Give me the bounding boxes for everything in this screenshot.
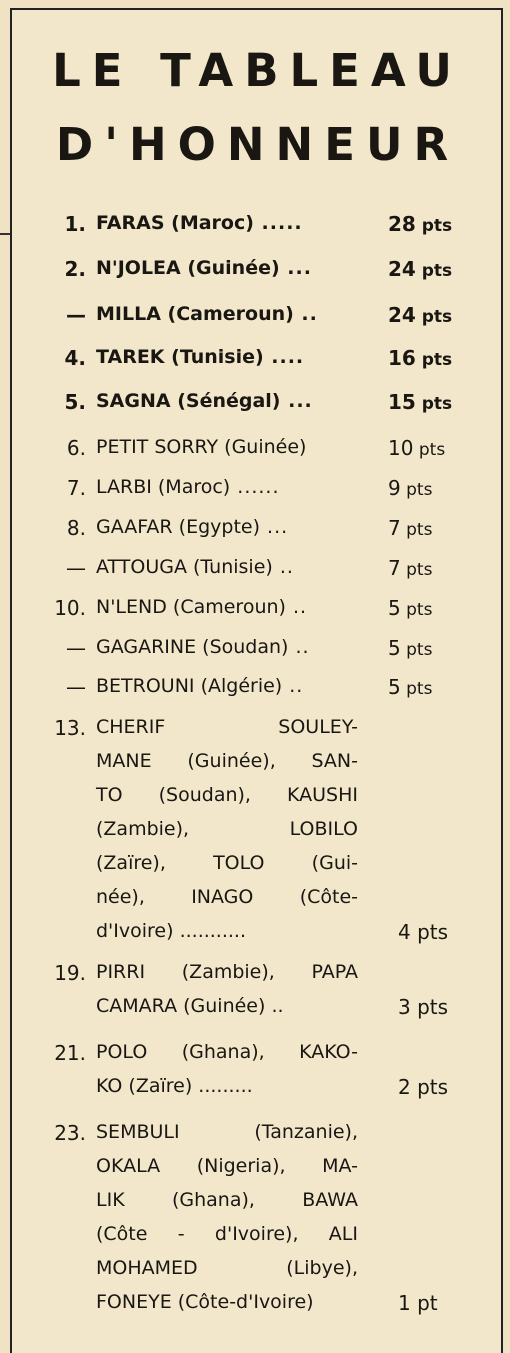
points-value: 5 — [388, 675, 401, 699]
leader-dots: .. — [293, 303, 318, 325]
group-line: TO (Soudan), KAUSHI — [96, 784, 358, 806]
entry-rank: 8. — [66, 516, 86, 540]
group-names — [96, 1115, 358, 1319]
group-line: CHERIF SOULEY- — [96, 716, 358, 738]
entry-rank: 1. — [64, 212, 86, 236]
points-unit: pts — [400, 520, 433, 540]
entry-name: BETROUNI (Algérie) — [96, 675, 283, 697]
points-value: 24 — [388, 257, 416, 281]
entry-rank: 6. — [66, 436, 86, 460]
leader-dots: .. — [282, 675, 304, 697]
entry-player — [96, 558, 294, 577]
points-unit: pts — [400, 640, 433, 660]
entry-name: GAAFAR (Egypte) — [96, 516, 261, 538]
entry-name: PETIT SORRY (Guinée) — [96, 436, 307, 458]
entry-points — [388, 518, 432, 539]
entry-rank: 5. — [64, 390, 86, 414]
points-value: 24 — [388, 303, 416, 327]
group-line: d'Ivoire) ........... — [96, 920, 247, 942]
group-line: OKALA (Nigeria), MA- — [96, 1155, 358, 1177]
entry-player — [96, 392, 313, 411]
leader-dots: ... — [279, 257, 312, 279]
group-line: KO (Zaïre) ......... — [96, 1075, 253, 1097]
group-points: 4 pts — [398, 920, 449, 944]
points-unit: pts — [415, 261, 453, 281]
group-points: 1 pt — [398, 1291, 438, 1315]
entry-name: SAGNA (Sénégal) — [96, 390, 281, 412]
group-line: CAMARA (Guinée) .. — [96, 995, 284, 1017]
leader-dots: ... — [260, 516, 289, 538]
entry-player — [96, 638, 310, 657]
points-value: 10 — [388, 436, 414, 460]
entry-player — [96, 214, 303, 233]
entry-name: TAREK (Tunisie) — [96, 346, 264, 368]
points-unit: pts — [413, 440, 446, 460]
entry-points — [388, 478, 432, 499]
group-rank: 21. — [54, 1041, 86, 1065]
points-unit: pts — [400, 560, 433, 580]
group-line: SEMBULI (Tanzanie), — [96, 1121, 358, 1143]
entry-points — [388, 598, 432, 619]
points-value: 9 — [388, 476, 401, 500]
leader-dots: ... — [280, 390, 313, 412]
group-points: 2 pts — [398, 1075, 449, 1099]
group-rank: 13. — [54, 716, 86, 740]
points-value: 7 — [388, 516, 401, 540]
entry-player — [96, 259, 312, 278]
entry-rank: — — [66, 675, 86, 699]
entry-points — [388, 259, 452, 280]
group-line: LIK (Ghana), BAWA — [96, 1189, 358, 1211]
entry-player — [96, 677, 303, 696]
entry-player — [96, 518, 288, 537]
points-unit: pts — [400, 600, 433, 620]
entry-rank: 2. — [64, 257, 86, 281]
entry-player — [96, 348, 304, 367]
leader-dots: .. — [285, 596, 308, 618]
entry-player — [96, 305, 318, 324]
points-value: 16 — [388, 346, 416, 370]
entry-points — [388, 392, 452, 413]
entry-rank: 4. — [64, 346, 86, 370]
entry-rank: — — [66, 303, 86, 327]
group-line: MANE (Guinée), SAN- — [96, 750, 358, 772]
leader-dots: .... — [263, 346, 305, 368]
group-points: 3 pts — [398, 995, 449, 1019]
entry-player — [96, 598, 307, 617]
entry-points — [388, 305, 452, 326]
leader-dots: ...... — [230, 476, 280, 498]
group-line: (Zaïre), TOLO (Gui- — [96, 852, 358, 874]
group-line: (Côte - d'Ivoire), ALI — [96, 1223, 358, 1245]
points-value: 5 — [388, 636, 401, 660]
leader-dots: .. — [272, 556, 294, 578]
group-line: PIRRI (Zambie), PAPA — [96, 961, 358, 983]
entry-player — [96, 478, 280, 497]
group-names — [96, 955, 358, 1023]
group-rank: 23. — [54, 1121, 86, 1145]
entry-points — [388, 348, 452, 369]
points-value: 7 — [388, 556, 401, 580]
points-value: 28 — [388, 212, 416, 236]
entry-points — [388, 677, 432, 698]
entry-rank: 7. — [66, 476, 86, 500]
points-unit: pts — [415, 350, 453, 370]
leader-dots: ..... — [253, 212, 303, 234]
group-line: (Zambie), LOBILO — [96, 818, 358, 840]
points-unit: pts — [400, 679, 433, 699]
entry-name: GAGARINE (Soudan) — [96, 636, 289, 658]
entry-name: N'JOLEA (Guinée) — [96, 257, 280, 279]
group-rank: 19. — [54, 961, 86, 985]
group-line: POLO (Ghana), KAKO- — [96, 1041, 358, 1063]
group-names — [96, 710, 358, 948]
entry-rank: — — [66, 636, 86, 660]
entry-rank: — — [66, 556, 86, 580]
entry-name: LARBI (Maroc) — [96, 476, 231, 498]
points-value: 15 — [388, 390, 416, 414]
entry-name: FARAS (Maroc) — [96, 212, 254, 234]
entry-name: N'LEND (Cameroun) — [96, 596, 286, 618]
points-unit: pts — [415, 394, 453, 414]
group-line: MOHAMED (Libye), — [96, 1257, 358, 1279]
points-value: 5 — [388, 596, 401, 620]
group-line: née), INAGO (Côte- — [96, 886, 358, 908]
group-names — [96, 1035, 358, 1103]
entry-points — [388, 558, 432, 579]
points-unit: pts — [415, 216, 453, 236]
entry-name: ATTOUGA (Tunisie) — [96, 556, 273, 578]
entry-name: MILLA (Cameroun) — [96, 303, 294, 325]
headline-line-2: D'HONNEUR — [55, 118, 460, 171]
entry-points — [388, 214, 452, 235]
leader-dots: .. — [288, 636, 310, 658]
entry-player — [96, 438, 306, 457]
points-unit: pts — [400, 480, 433, 500]
entry-points — [388, 438, 445, 459]
points-unit: pts — [415, 307, 453, 327]
entry-points — [388, 638, 432, 659]
headline-line-1: LE TABLEAU — [52, 44, 463, 97]
group-line: FONEYE (Côte-d'Ivoire) — [96, 1291, 314, 1313]
entry-rank: 10. — [54, 596, 86, 620]
